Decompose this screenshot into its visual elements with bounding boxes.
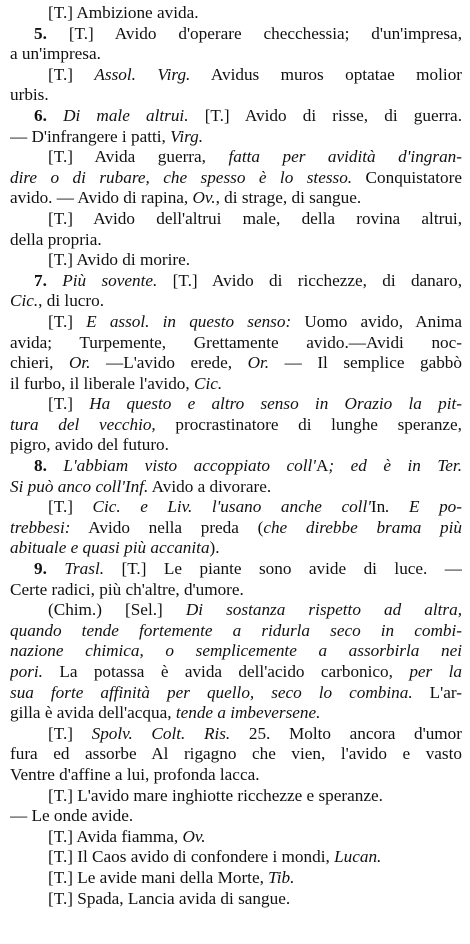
- text-line: [10, 291, 462, 312]
- text-line: [10, 271, 462, 292]
- text-segment: ).: [209, 538, 220, 558]
- text-segment: . E po-: [385, 497, 462, 517]
- text-segment: urbis.: [10, 85, 49, 105]
- text-line: [10, 538, 462, 559]
- text-line: [10, 65, 462, 86]
- text-segment: Uomo avido, Anima: [291, 311, 462, 331]
- text-line: [10, 559, 462, 580]
- text-segment: Lucan.: [334, 847, 382, 867]
- text-segment: [T.] Avido d'operare checchessia; d'un'impresa,: [68, 23, 462, 43]
- text-segment: [T.] Avida guerra,: [48, 147, 229, 167]
- text-segment: — Il semplice gabbò: [269, 353, 462, 373]
- text-line: [10, 333, 462, 354]
- text-segment: 5.: [34, 23, 69, 43]
- text-segment: —L'avido erede,: [90, 353, 248, 373]
- text-segment: avida; Turpemente, Grettamente avido.—Avidi noc-: [10, 332, 462, 352]
- text-segment: quando tende fortemente a ridurla seco in combi-: [10, 620, 462, 640]
- text-segment: sua forte affinità per quello, seco lo combina.: [10, 682, 413, 702]
- text-segment: Di male altrui.: [63, 105, 189, 125]
- text-segment: [T.] Le piante sono avide di luce. —: [104, 559, 462, 579]
- text-segment: Certe radici, più ch'altre, d'umore.: [10, 579, 244, 599]
- text-segment: [T.]: [48, 723, 92, 743]
- text-line: [10, 250, 462, 271]
- text-segment: Avido a divorare.: [148, 476, 272, 496]
- text-line: [10, 683, 462, 704]
- text-line: [10, 230, 462, 251]
- text-segment: Ha questo e altro senso in Orazio la pit-: [89, 394, 462, 414]
- text-segment: Ov.: [182, 826, 206, 846]
- text-line: [10, 435, 462, 456]
- text-segment: dire o di rubare, che spesso è lo stesso.: [10, 167, 353, 187]
- text-segment: [T.]: [48, 64, 95, 84]
- text-segment: A: [315, 456, 329, 476]
- text-line: [10, 85, 462, 106]
- text-segment: Ventre d'affine a lui, profonda lacca.: [10, 764, 260, 784]
- text-segment: [T.] Avido di risse, di guerra.: [188, 105, 462, 125]
- text-segment: il furbo, il liberale l'avido,: [10, 373, 194, 393]
- text-segment: [T.] Ambizione avida.: [48, 3, 199, 22]
- text-line: [10, 600, 462, 621]
- text-line: [10, 765, 462, 786]
- text-segment: gilla è avida dell'acqua,: [10, 703, 176, 723]
- text-line: [10, 44, 462, 65]
- text-segment: Assol. Virg.: [94, 64, 191, 84]
- text-segment: 8.: [34, 456, 64, 476]
- text-segment: pori.: [10, 662, 43, 681]
- text-segment: [T.]: [48, 311, 87, 331]
- text-segment: [T.]: [48, 394, 90, 414]
- text-segment: E assol. in questo senso:: [86, 311, 292, 331]
- text-segment: Avido nella preda (: [70, 517, 264, 537]
- text-line: [10, 106, 462, 127]
- text-segment: pigro, avido del futuro.: [10, 435, 169, 455]
- text-line: [10, 353, 462, 374]
- text-segment: In: [370, 497, 386, 517]
- text-line: [10, 724, 462, 745]
- text-line: [10, 580, 462, 601]
- text-line: [10, 621, 462, 642]
- text-line: [10, 641, 462, 662]
- text-segment: Cic.: [194, 373, 223, 393]
- text-line: [10, 827, 462, 848]
- text-segment: Virg.: [170, 126, 204, 146]
- text-segment: [T.] Spada, Lancia avida di sangue.: [48, 888, 291, 908]
- text-segment: fura ed assorbe Al rigagno che vien, l'avido e vasto: [10, 744, 462, 764]
- text-line: [10, 209, 462, 230]
- text-segment: Si può anco coll'Inf.: [10, 476, 149, 496]
- text-segment: 6.: [34, 105, 64, 125]
- text-segment: che direbbe brama più: [263, 517, 462, 537]
- text-segment: [T.] Le avide mani della Morte,: [48, 867, 269, 887]
- text-line: [10, 847, 462, 868]
- text-segment: chieri,: [10, 353, 69, 373]
- text-line: [10, 374, 462, 395]
- text-segment: 25. Molto ancora d'umor: [230, 723, 462, 743]
- text-segment: [T.] Avida fiamma,: [48, 826, 183, 846]
- text-segment: 7.: [34, 270, 63, 290]
- text-segment: Or.: [247, 353, 270, 373]
- text-line: [10, 662, 462, 683]
- text-segment: Avidus muros optatae molior: [190, 64, 462, 84]
- text-segment: Conquistatore: [352, 167, 462, 187]
- text-line: [10, 786, 462, 807]
- text-line: [10, 703, 462, 724]
- text-segment: , di lucro.: [38, 291, 105, 311]
- text-line: [10, 477, 462, 498]
- text-segment: ; ed è in Ter.: [328, 456, 462, 476]
- text-line: [10, 518, 462, 539]
- text-line: [10, 806, 462, 827]
- text-segment: L'abbiam visto accoppiato coll': [63, 456, 316, 476]
- text-segment: [T.] Avido dell'altrui male, della rovina altrui,: [48, 208, 462, 228]
- text-line: [10, 394, 462, 415]
- text-segment: — D'infrangere i patti,: [10, 126, 171, 146]
- text-line: [10, 147, 462, 168]
- dictionary-entry-text: [10, 3, 462, 909]
- text-line: [10, 497, 462, 518]
- text-segment: Ov.: [192, 188, 216, 208]
- text-line: [10, 127, 462, 148]
- text-segment: procrastinatore di lunghe speranze,: [155, 414, 462, 434]
- text-segment: per la: [409, 662, 462, 681]
- text-line: [10, 3, 462, 24]
- text-segment: [T.]: [48, 497, 93, 517]
- text-line: [10, 889, 462, 910]
- text-segment: Cic. e Liv. l'usano anche coll': [92, 497, 371, 517]
- text-segment: tura del vecchio,: [10, 414, 156, 434]
- text-segment: fatta per avidità d'ingran-: [228, 147, 462, 167]
- text-segment: [T.] Avido di ricchezze, di danaro,: [157, 270, 462, 290]
- text-line: [10, 188, 462, 209]
- text-segment: avido. — Avido di rapina,: [10, 188, 193, 208]
- text-segment: 9.: [34, 559, 65, 579]
- text-line: [10, 415, 462, 436]
- text-segment: nazione chimica, o semplicemente a assorbirla nei: [10, 641, 462, 661]
- text-line: [10, 868, 462, 889]
- text-segment: Trasl.: [64, 559, 105, 579]
- text-segment: [T.] Avido di morire.: [48, 250, 191, 270]
- text-segment: — Le onde avide.: [10, 806, 134, 826]
- text-segment: abituale e quasi più accanita: [10, 538, 210, 558]
- text-line: [10, 168, 462, 189]
- text-segment: a un'impresa.: [10, 44, 101, 64]
- text-segment: Di sostanza rispetto ad altra,: [185, 600, 462, 620]
- text-line: [10, 744, 462, 765]
- text-segment: trebbesi:: [10, 517, 71, 537]
- text-line: [10, 24, 462, 45]
- text-segment: Più sovente.: [62, 270, 158, 290]
- text-segment: (Chim.) [Sel.]: [48, 600, 186, 620]
- text-segment: della propria.: [10, 229, 102, 249]
- text-line: [10, 312, 462, 333]
- text-segment: [T.] Il Caos avido di confondere i mondi,: [48, 847, 335, 867]
- text-segment: Tib.: [268, 867, 295, 887]
- text-line: [10, 456, 462, 477]
- text-segment: tende a imbeversene.: [175, 703, 321, 723]
- text-segment: , di strage, di sangue.: [215, 188, 362, 208]
- text-segment: L'ar-: [412, 682, 462, 702]
- text-segment: Or.: [68, 353, 91, 373]
- text-segment: La potassa è avida dell'acido carbonico,: [42, 662, 410, 681]
- text-segment: Cic.: [10, 291, 39, 311]
- text-segment: [T.] L'avido mare inghiotte ricchezze e speranze.: [48, 785, 383, 805]
- text-segment: Spolv. Colt. Ris.: [91, 723, 231, 743]
